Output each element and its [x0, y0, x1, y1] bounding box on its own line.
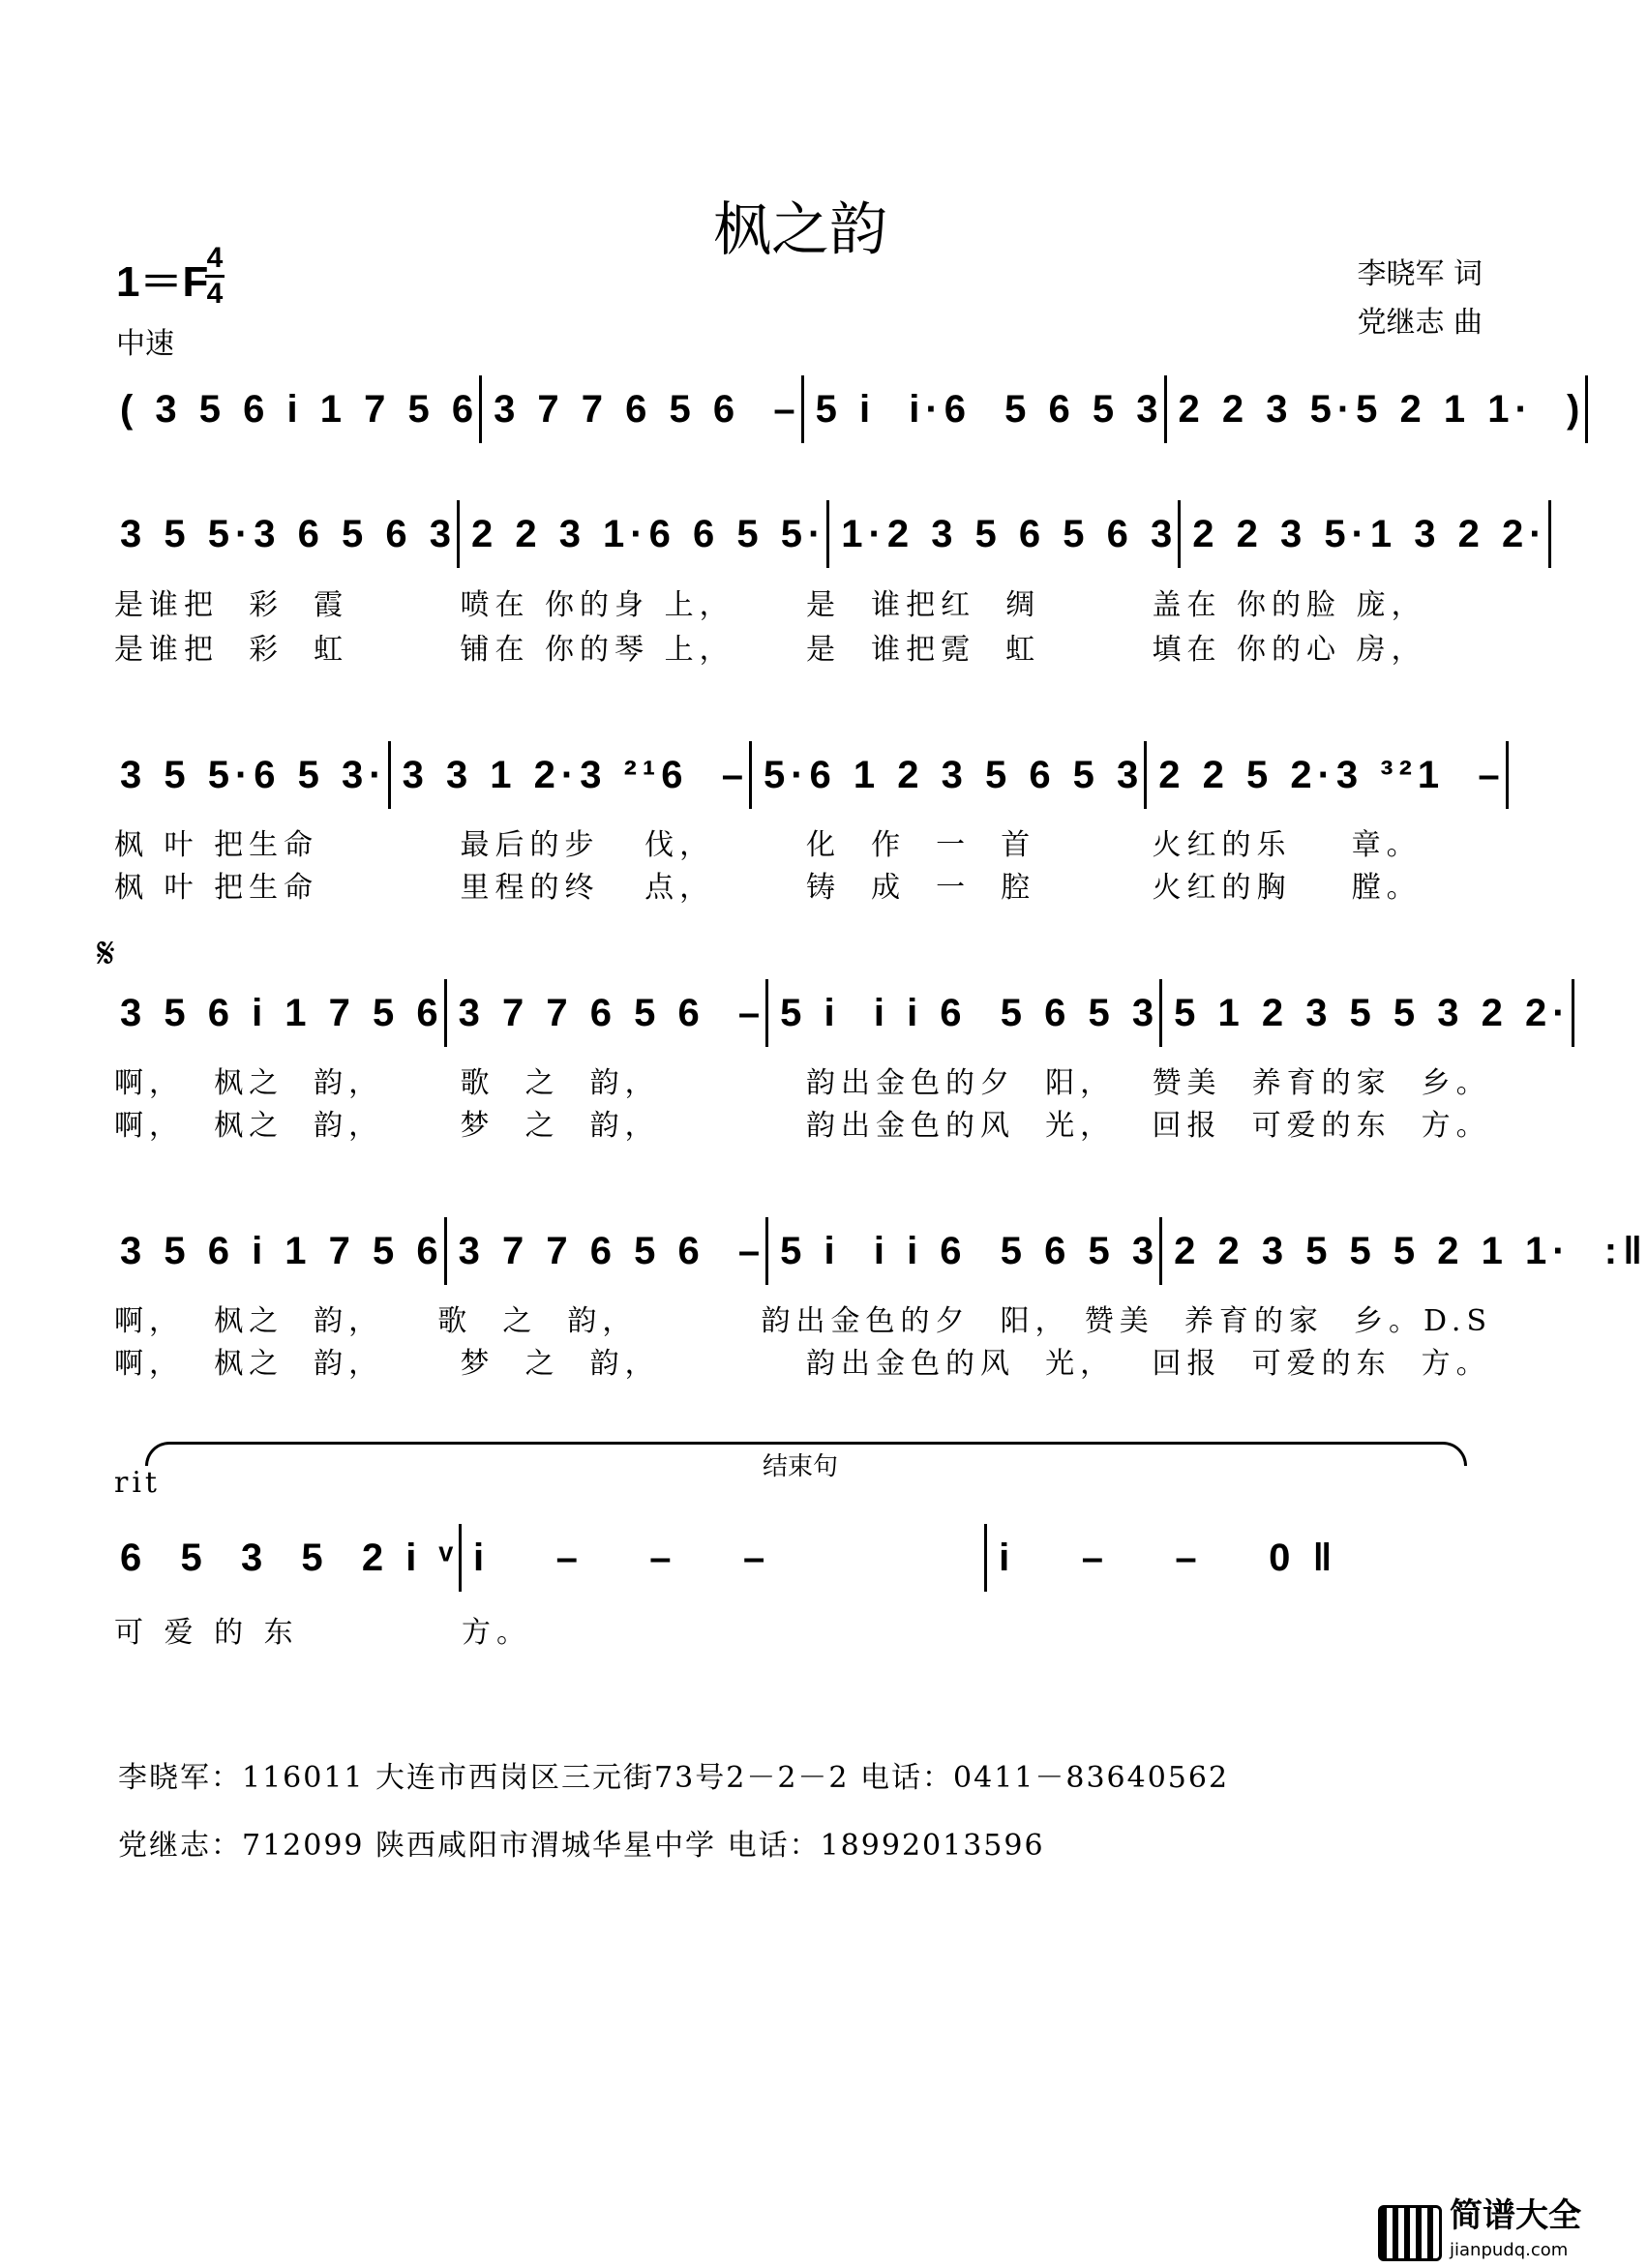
lyric: 歌 之 韵，: [437, 1304, 638, 1338]
time-signature: [205, 242, 225, 311]
lyrics-verse-1: [108, 581, 1492, 623]
song-title: 枫之韵: [713, 196, 887, 264]
lyric: 赞美 养育的家 乡。D.S: [1084, 1304, 1493, 1338]
contact-composer: 党继志：712099 陕西咸阳市渭城华星中学 电话：18992013596: [118, 1829, 1045, 1863]
measure: 3 5 6 i 1 7 5 6: [120, 1229, 444, 1272]
measure: 2 2 3 5·1 3 2 2·: [1178, 500, 1550, 568]
lyric: 韵出金色的风 光，: [806, 1347, 1116, 1381]
lyric: 歌 之 韵，: [460, 1066, 660, 1100]
lyrics-verse-2: [108, 1101, 1492, 1144]
lyric: 可 爱 的 东: [114, 1616, 299, 1650]
lyric: 枫 叶 把生命: [114, 871, 319, 905]
tempo-marking: 中速: [116, 327, 174, 361]
lyrics-verse-2: [108, 625, 1492, 668]
lyric: 是 谁把霓 虹: [806, 633, 1041, 667]
ending-label: 结束句: [762, 1452, 838, 1481]
lyric: 回报 可爱的东 方。: [1152, 1109, 1491, 1143]
lyric: 枫 叶 把生命: [114, 828, 319, 862]
measure: 2 2 5 2·3 ³²1 –: [1144, 741, 1508, 809]
measure: ( 3 5 6 i 1 7 5 6: [120, 387, 480, 431]
measure: i – – 0 ‖: [984, 1524, 1492, 1592]
measure: 5 i i i 6 5 6 5 3: [765, 1217, 1159, 1285]
lyric: 赞美 养育的家 乡。: [1152, 1066, 1491, 1100]
lyrics-verse-2: [108, 863, 1492, 906]
measure: 3 7 7 6 5 6 –: [444, 1217, 766, 1285]
lyric: 啊， 枫之 韵，: [114, 1066, 384, 1100]
lyrics-verse-1: [108, 1059, 1492, 1101]
lyric: 喷在 你的身 上，: [460, 588, 734, 622]
score-line-2: [108, 500, 1548, 568]
measure: 2 2 3 5·5 2 1 1· ): [1164, 375, 1589, 443]
lyric: 啊， 枫之 韵，: [114, 1304, 384, 1338]
lyric: 韵出金色的风 光，: [806, 1109, 1116, 1143]
ritardando-marking: rit: [114, 1466, 161, 1500]
lyric: [983, 1608, 1492, 1651]
measure: 3 5 5·6 5 3·: [120, 753, 388, 796]
lyric: 梦 之 韵，: [460, 1109, 660, 1143]
lyric: 化 作 一 首: [806, 828, 1036, 862]
measure: 6 5 3 5 2 i ᵛ: [120, 1536, 460, 1579]
contact-lyricist: 李晓军：116011 大连市西岗区三元街73号2－2－2 电话：0411－83640562: [118, 1761, 1230, 1795]
key-signature: 1＝F: [116, 258, 209, 306]
lyric: 啊， 枫之 韵，: [114, 1347, 384, 1381]
measure: 2 2 3 5 5 5 2 1 1· :‖: [1159, 1217, 1648, 1285]
lyric: 是谁把 彩 虹: [114, 633, 349, 667]
lyric: 填在 你的心 房，: [1152, 633, 1426, 667]
lyric: 铸 成 一 腔: [806, 871, 1036, 905]
lyric: 铺在 你的琴 上，: [460, 633, 734, 667]
lyric: 最后的步 伐，: [460, 828, 715, 862]
measure: 3 5 5·3 6 5 6 3: [120, 512, 457, 555]
score-line-3: [108, 741, 1506, 809]
measure: 5 i i·6 5 6 5 3: [801, 375, 1164, 443]
time-sig-top: 4: [206, 242, 224, 274]
lyrics-ending: [108, 1608, 1492, 1651]
lyric: 是 谁把红 绸: [806, 588, 1041, 622]
score-line-5: [108, 1217, 1648, 1285]
measure: 5 i i i 6 5 6 5 3: [765, 979, 1159, 1047]
lyricist-credit: 李晓军 词: [1357, 257, 1483, 291]
measure: 5 1 2 3 5 5 3 2 2·: [1159, 979, 1573, 1047]
lyric: 韵出金色的夕 阳，: [761, 1304, 1070, 1338]
score-line-4: [108, 979, 1572, 1047]
lyrics-verse-2: [108, 1339, 1492, 1382]
logo-text: [1450, 2198, 1581, 2268]
piano-icon: [1378, 2205, 1442, 2261]
measure: 5·6 1 2 3 5 6 5 3: [749, 741, 1144, 809]
segno-sign: 𝄋: [97, 929, 115, 978]
lyric: 里程的终 点，: [460, 871, 715, 905]
site-logo: [1378, 2198, 1581, 2268]
lyric: 是谁把 彩 霞: [114, 588, 349, 622]
measure: 3 7 7 6 5 6 –: [444, 979, 766, 1047]
lyric: 盖在 你的脸 庞，: [1152, 588, 1426, 622]
measure: 1·2 3 5 6 5 6 3: [826, 500, 1178, 568]
lyric: 火红的乐 章。: [1152, 828, 1422, 862]
time-sig-bottom: 4: [206, 278, 224, 310]
lyric: 梦 之 韵，: [460, 1347, 660, 1381]
lyric: 回报 可爱的东 方。: [1152, 1347, 1491, 1381]
measure: 3 3 1 2·3 ²¹6 –: [388, 741, 749, 809]
lyrics-verse-1: [108, 1297, 1492, 1339]
lyric: 韵出金色的夕 阳，: [806, 1066, 1116, 1100]
measure: 3 7 7 6 5 6 –: [479, 375, 801, 443]
logo-url: jianpudq.com: [1450, 2240, 1569, 2260]
lyrics-verse-1: [108, 821, 1492, 863]
logo-name: 简谱大全: [1450, 2196, 1581, 2235]
measure: i – – –: [459, 1524, 984, 1592]
measure: 3 5 6 i 1 7 5 6: [120, 991, 444, 1034]
composer-credit: 党继志 曲: [1357, 306, 1483, 340]
lyric: 方。: [462, 1616, 531, 1650]
lyric: 火红的胸 膛。: [1152, 871, 1422, 905]
score-line-6: [108, 1524, 1492, 1592]
lyric: 啊， 枫之 韵，: [114, 1109, 384, 1143]
score-line-1: [108, 375, 1586, 443]
measure: 2 2 3 1·6 6 5 5·: [457, 500, 826, 568]
